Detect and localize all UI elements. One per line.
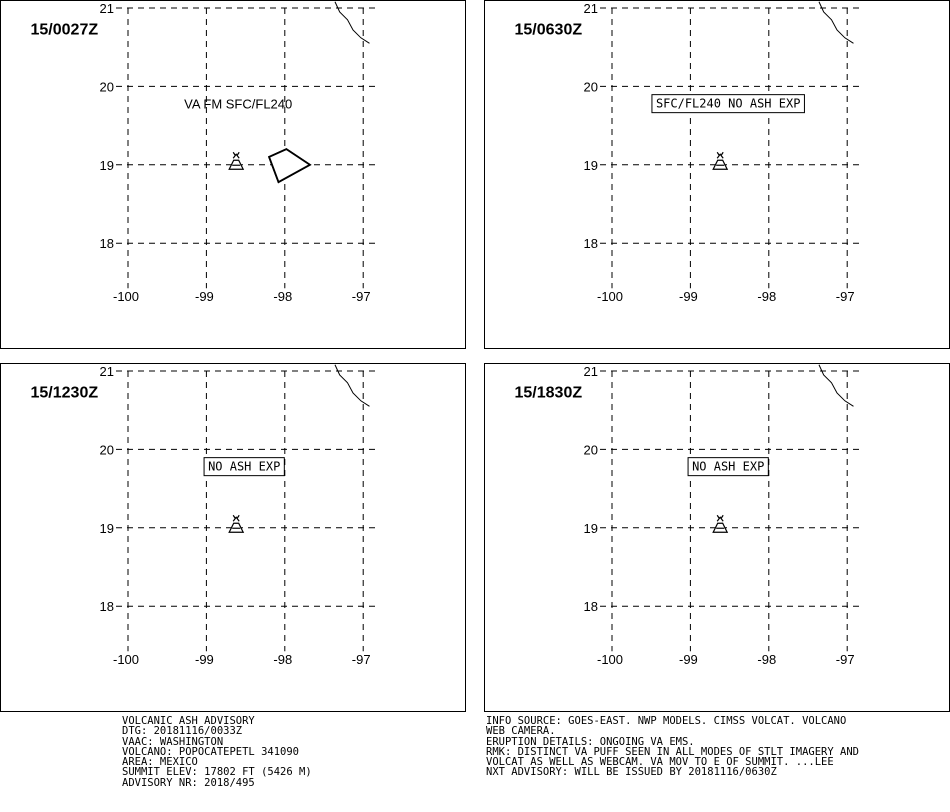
forecast-time-label: 15/0630Z	[514, 21, 583, 39]
forecast-time-label: 15/1230Z	[30, 384, 99, 402]
longitude-tick-label: -97	[351, 289, 371, 305]
advisory_right-line: ERUPTION DETAILS: ONGOING VA EMS.	[486, 735, 695, 748]
forecast-time-label: 15/1830Z	[514, 384, 583, 402]
advisory_right-line: VOLCAT AS WELL AS WEBCAM. VA MOV TO E OF SUMMIT. ...LEE	[486, 756, 834, 769]
ash-forecast-label: VA FM SFC/FL240	[184, 96, 293, 112]
ash-forecast-label: SFC/FL240 NO ASH EXP	[655, 96, 801, 111]
latitude-tick-label: 19	[99, 520, 114, 536]
longitude-tick-label: -99	[195, 652, 214, 668]
latitude-tick-label: 20	[99, 442, 114, 458]
forecast-panel-1	[1, 1, 466, 349]
longitude-tick-label: -98	[273, 289, 293, 305]
latitude-tick-label: 20	[99, 79, 114, 95]
longitude-tick-label: -99	[679, 289, 698, 305]
advisory_left-line: DTG: 20181116/0033Z	[122, 725, 243, 738]
advisory_left-line: ADVISORY NR: 2018/495	[122, 776, 255, 789]
advisory_left-line: AREA: MEXICO	[122, 756, 198, 769]
latitude-tick-label: 18	[99, 236, 114, 252]
forecast-panel-3	[1, 364, 466, 712]
advisory_left-line: VAAC: WASHINGTON	[122, 735, 224, 748]
longitude-tick-label: -100	[112, 652, 140, 668]
panel-frame	[485, 1, 950, 349]
longitude-tick-label: -99	[679, 652, 698, 668]
forecast-time-label: 15/0027Z	[30, 21, 99, 39]
longitude-tick-label: -98	[757, 289, 777, 305]
ash-forecast-label: NO ASH EXP	[692, 459, 765, 474]
latitude-tick-label: 18	[583, 236, 598, 252]
advisory_right-line: INFO SOURCE: GOES-EAST. NWP MODELS. CIMSS VOLCAT. VOLCANO	[486, 715, 847, 727]
latitude-tick-label: 19	[583, 520, 598, 536]
longitude-tick-label: -97	[835, 652, 855, 668]
latitude-tick-label: 20	[583, 79, 598, 95]
advisory_left-line: VOLCANIC ASH ADVISORY	[122, 715, 255, 727]
forecast-panel-2	[485, 1, 950, 349]
longitude-tick-label: -98	[757, 652, 777, 668]
panel-frame	[485, 364, 950, 712]
latitude-tick-label: 19	[583, 157, 598, 173]
forecast-panel-4	[485, 364, 950, 712]
longitude-tick-label: -100	[112, 289, 140, 305]
latitude-tick-label: 21	[583, 1, 598, 16]
longitude-tick-label: -97	[835, 289, 855, 305]
latitude-tick-label: 19	[99, 157, 114, 173]
advisory-text-right	[486, 716, 859, 778]
advisory_right-line: NXT ADVISORY: WILL BE ISSUED BY 20181116/0630Z	[486, 766, 777, 779]
longitude-tick-label: -100	[596, 652, 624, 668]
longitude-tick-label: -97	[351, 652, 371, 668]
longitude-tick-label: -98	[273, 652, 293, 668]
advisory_right-line: WEB CAMERA.	[486, 725, 556, 738]
advisory_left-line: VOLCANO: POPOCATEPETL 341090	[122, 745, 300, 758]
advisory_left-line: SUMMIT ELEV: 17802 FT (5426 M)	[122, 766, 312, 779]
latitude-tick-label: 21	[99, 364, 114, 379]
latitude-tick-label: 21	[583, 364, 598, 379]
latitude-tick-label: 20	[583, 442, 598, 458]
latitude-tick-label: 21	[99, 1, 114, 16]
latitude-tick-label: 18	[99, 599, 114, 615]
latitude-tick-label: 18	[583, 599, 598, 615]
advisory_right-line: RMK: DISTINCT VA PUFF SEEN IN ALL MODES OF STLT IMAGERY AND	[486, 745, 859, 758]
ash-forecast-label: NO ASH EXP	[208, 459, 281, 474]
panel-frame	[1, 364, 466, 712]
advisory-text-left	[122, 716, 312, 788]
longitude-tick-label: -100	[596, 289, 624, 305]
panel-frame	[1, 1, 466, 349]
longitude-tick-label: -99	[195, 289, 214, 305]
